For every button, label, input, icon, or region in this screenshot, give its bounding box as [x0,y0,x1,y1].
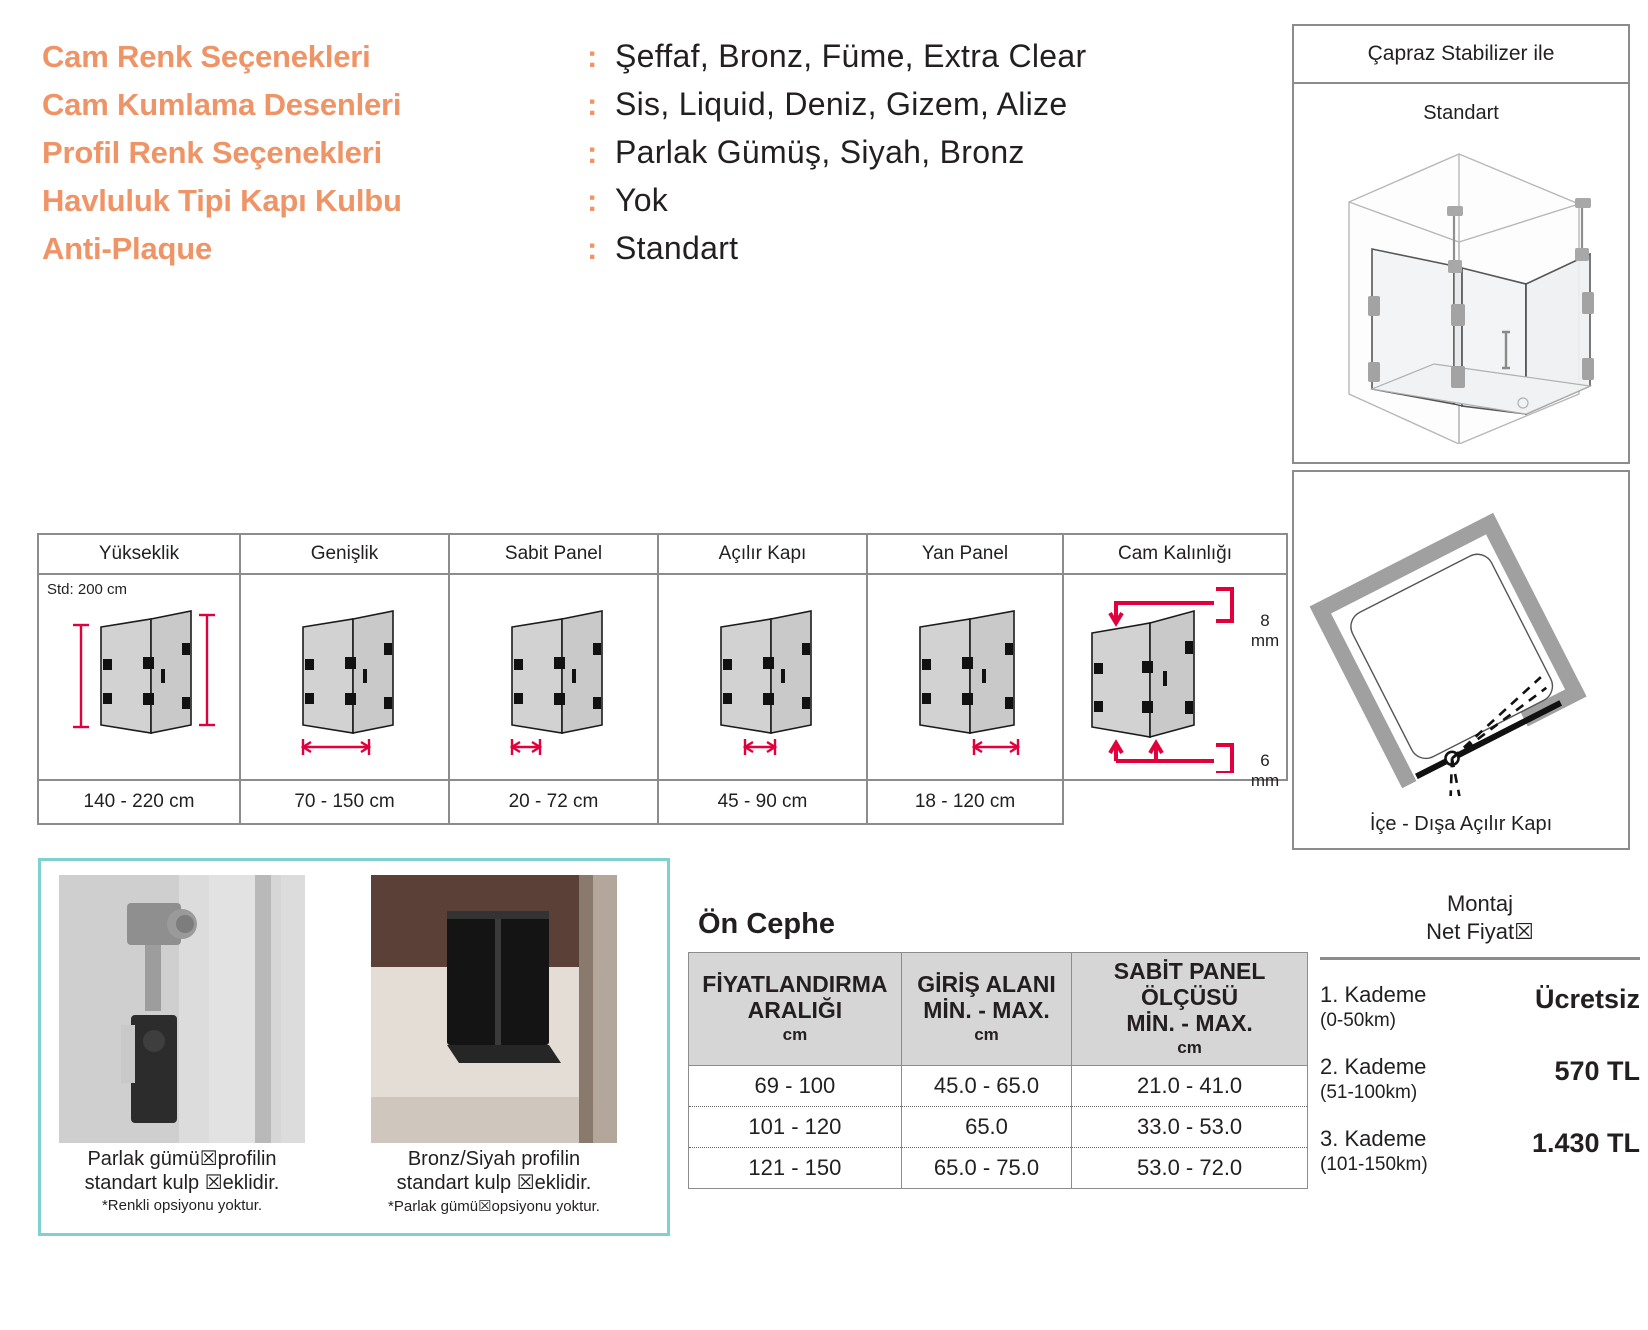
spec-value: Yok [615,182,669,218]
spec-value: Standart [615,230,739,266]
price-header-line1: FİYATLANDIRMA [702,970,888,997]
dim-figure-sabit-panel [449,574,658,780]
price-cell-entry: 65.0 [901,1107,1071,1148]
montaj-tier-km: (51-100km) [1320,1081,1418,1103]
spec-label: Havluluk Tipi Kapı Kulbu [42,183,402,218]
dimension-table [37,533,1288,825]
table-row [689,1107,1308,1148]
enclosure-height-icon [39,575,239,773]
price-header-unit: cm [1177,1038,1202,1058]
photo-cell-bronz-siyah [371,875,617,1215]
photo-bronz-siyah-handle [371,875,617,1143]
panel-ice-disa-acilir-kapi [1292,470,1630,850]
photo-parlak-gumus-handle [59,875,305,1143]
glass-thickness-icon [1064,575,1286,773]
spec-colon: : [587,39,598,74]
spec-colon: : [587,183,598,218]
montaj-tier-label: 2. Kademe [1320,1054,1427,1079]
montaj-tier-km: (0-50km) [1320,1009,1397,1031]
photo-cell-parlak-gumus [59,875,305,1214]
shower-enclosure-3d-icon [1294,114,1628,444]
dim-figure-cam-kalinligi [1063,574,1287,790]
price-cell-entry: 65.0 - 75.0 [901,1148,1071,1189]
montaj-net-fiyat-section [1320,890,1640,1176]
dim-figure-genislik [240,574,449,780]
spec-row [42,230,1242,278]
dim-header-yukseklik: Yükseklik [38,534,240,574]
door-swing-plan-icon [1304,496,1618,796]
price-cell-range: 101 - 120 [689,1107,902,1148]
montaj-divider [1320,957,1640,960]
price-header-unit: cm [974,1025,999,1045]
montaj-tier-label: 3. Kademe [1320,1126,1427,1151]
price-table [688,952,1308,1189]
photo-caption-line2: standart kulp ☒eklidir. [84,1171,280,1194]
price-header-line1: SABİT PANEL ÖLÇÜSÜ [1113,958,1266,1010]
price-cell-panel: 53.0 - 72.0 [1072,1148,1308,1189]
montaj-price: Ücretsiz [1534,984,1640,1014]
spec-label: Cam Renk Seçenekleri [42,39,371,74]
spec-label: Profil Renk Seçenekleri [42,135,383,170]
price-header-line2: MİN. - MAX. [1126,1009,1253,1036]
photo-note: *Renkli opsiyonu yoktur. [101,1197,263,1215]
dim-value-genislik: 70 - 150 cm [240,780,449,824]
spec-value: Şeffaf, Bronz, Füme, Extra Clear [615,38,1087,74]
dim-header-acilir-kapi: Açılır Kapı [658,534,867,574]
panel-caption-label: İçe - Dışa Açılır Kapı [1369,813,1553,835]
photo-caption-line2: standart kulp ☒eklidir. [396,1171,592,1194]
spec-label: Anti-Plaque [42,231,213,266]
price-cell-range: 121 - 150 [689,1148,902,1189]
dim-value-sabit-panel: 20 - 72 cm [449,780,658,824]
dim-value-acilir-kapi: 45 - 90 cm [658,780,867,824]
montaj-tier [1320,982,1470,1032]
montaj-row [1320,1126,1640,1176]
spec-colon: : [587,135,598,170]
enclosure-width-icon [241,575,448,773]
glass-thickness-6mm-label: 6 mm [1250,751,1280,790]
on-cephe-title: Ön Cephe [698,908,835,940]
spec-colon: : [587,231,598,266]
spec-value: Parlak Gümüş, Siyah, Bronz [615,134,1025,170]
dim-table-header-row [38,534,1287,574]
montaj-tier-km: (101-150km) [1320,1153,1428,1175]
montaj-row [1320,1054,1640,1104]
spec-row [42,38,1242,86]
spec-colon: : [587,87,598,122]
price-header-sabit-panel-olcusu [1072,953,1308,1066]
dim-value-yan-panel: 18 - 120 cm [867,780,1063,824]
photo-caption-line1: Parlak gümü☒profilin [87,1148,277,1170]
price-header-line2: MİN. - MAX. [923,996,1050,1023]
montaj-row [1320,982,1640,1032]
dim-figure-acilir-kapi [658,574,867,780]
glass-thickness-8mm-label: 8 mm [1250,611,1280,650]
photo-note: *Parlak gümü☒opsiyonu yoktur. [388,1198,600,1216]
price-header-unit: cm [782,1025,808,1045]
dim-figure-yukseklik [38,574,240,780]
dim-table-figure-row [38,574,1287,780]
panel-capraz-stabilizer [1292,24,1630,464]
price-header-fiyatlandirma [689,953,902,1066]
price-header-line1: GİRİŞ ALANI [917,970,1056,997]
price-header-line2: ARALIĞI [747,996,843,1023]
price-cell-range: 69 - 100 [689,1066,902,1107]
dim-header-yan-panel: Yan Panel [867,534,1063,574]
montaj-title-line1: Montaj [1446,891,1514,916]
price-cell-entry: 45.0 - 65.0 [901,1066,1071,1107]
price-header-giris-alani [901,953,1071,1066]
montaj-title-line2: Net Fiyat☒ [1426,918,1534,944]
spec-label: Cam Kumlama Desenleri [42,87,402,122]
spec-list [42,38,1242,278]
montaj-tier [1320,1126,1470,1176]
panel-header-label: Çapraz Stabilizer ile [1294,26,1628,84]
spec-value: Sis, Liquid, Deniz, Gizem, Alize [615,86,1068,122]
price-cell-panel: 21.0 - 41.0 [1072,1066,1308,1107]
montaj-price: 1.430 TL [1531,1128,1640,1158]
table-row [689,1148,1308,1189]
dim-value-yukseklik: 140 - 220 cm [38,780,240,824]
spec-row [42,134,1242,182]
std-height-note: Std: 200 cm [47,581,128,598]
dim-header-genislik: Genişlik [240,534,449,574]
montaj-tier [1320,1054,1470,1104]
spec-row [42,86,1242,134]
montaj-title [1320,890,1640,945]
table-row [689,1066,1308,1107]
dim-header-cam-kalinligi: Cam Kalınlığı [1063,534,1287,574]
photo-caption-line1: Bronz/Siyah profilin [407,1148,581,1170]
dim-table-value-row [38,780,1287,824]
dim-header-sabit-panel: Sabit Panel [449,534,658,574]
montaj-price: 570 TL [1554,1056,1640,1086]
spec-row [42,182,1242,230]
price-cell-panel: 33.0 - 53.0 [1072,1107,1308,1148]
enclosure-side-panel-icon [868,575,1062,773]
handle-photos-box [38,858,670,1236]
panel-subtitle-standart: Standart [1423,102,1499,124]
montaj-tier-label: 1. Kademe [1320,982,1427,1007]
dim-figure-yan-panel [867,574,1063,780]
enclosure-door-icon [659,575,866,773]
enclosure-fixed-panel-icon [450,575,657,773]
price-table-header-row [689,953,1308,1066]
